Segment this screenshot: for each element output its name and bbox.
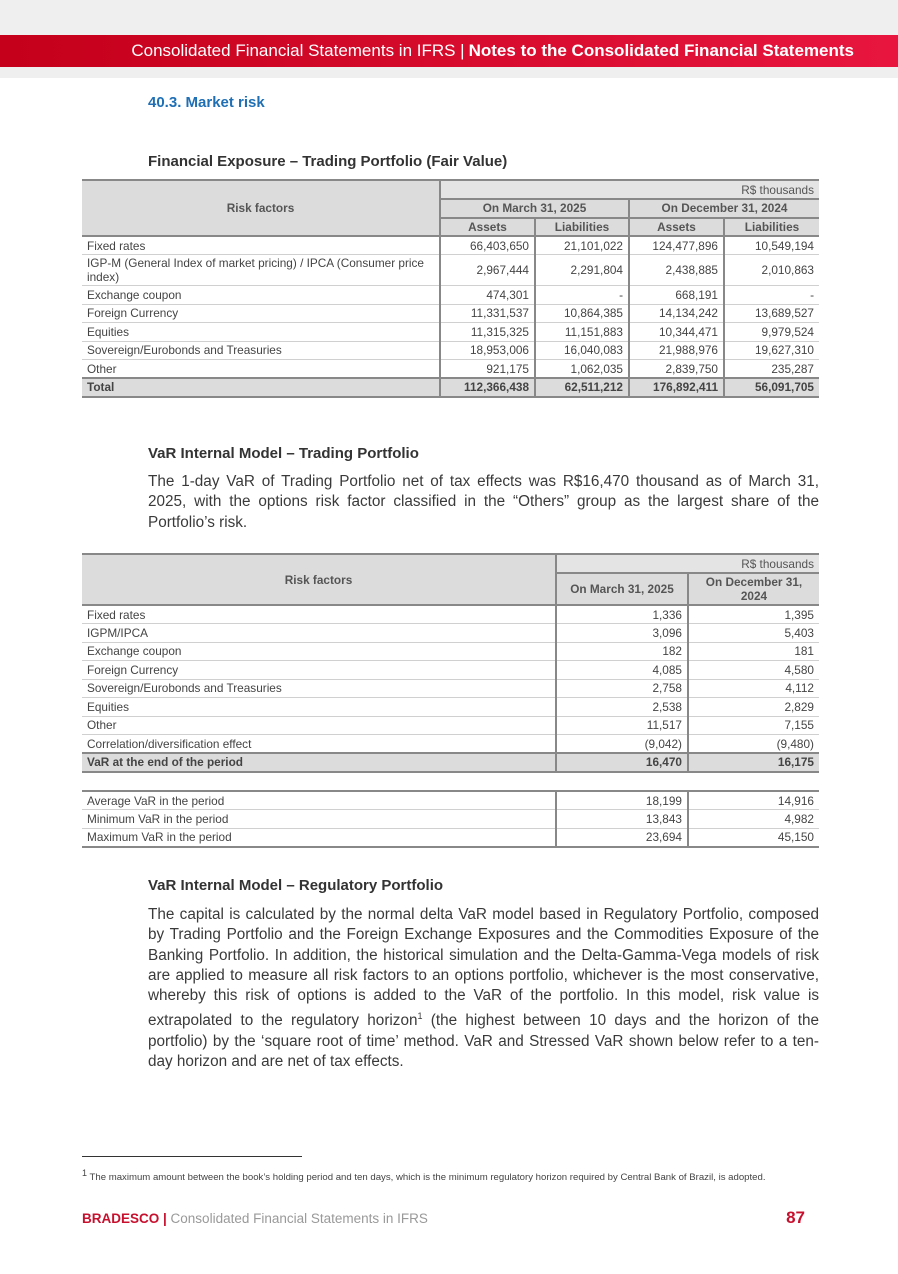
header-section-title: Notes to the Consolidated Financial Statements	[468, 41, 854, 60]
cell-value: 2,758	[556, 679, 688, 698]
table-row	[82, 810, 819, 829]
brand-name: BRADESCO	[82, 1211, 160, 1226]
cell-value: 11,315,325	[440, 323, 535, 342]
cell-value: 62,511,212	[535, 378, 629, 397]
cell-value: 45,150	[688, 828, 819, 847]
row-label: Foreign Currency	[82, 661, 556, 680]
page-number: 87	[786, 1208, 805, 1227]
row-label: Foreign Currency	[82, 304, 440, 323]
text-part: The capital is calculated by the normal delta VaR model based in Regulatory Portfolio, composed by Trading Portfolio and the Foreign Exchange Exposures and the Commodities Exposure of the Banking Portfolio. In addition, the historical simulation and the Delta-Gamma-Vega models of risk are applied to measure all risk factors to an options portfolio, whichever is the most conservative, whereby this risk of options is added to the VaR of the portfolio. In this model, risk value is extrapolated to the regulatory horizon	[148, 906, 819, 1030]
row-label: Other	[82, 716, 556, 735]
cell-value: 21,101,022	[535, 236, 629, 255]
cell-value: 2,538	[556, 698, 688, 717]
cell-value: 176,892,411	[629, 378, 724, 397]
col-header-risk-factors: Risk factors	[82, 554, 556, 605]
cell-value: -	[724, 286, 819, 305]
cell-value: 18,199	[556, 791, 688, 810]
total-row	[82, 378, 819, 397]
table-row	[82, 360, 819, 379]
cell-value: 13,843	[556, 810, 688, 829]
cell-value: 11,517	[556, 716, 688, 735]
row-label: Other	[82, 360, 440, 379]
total-row	[82, 753, 819, 772]
cell-value: 56,091,705	[724, 378, 819, 397]
table-row	[82, 236, 819, 255]
cell-value: 16,470	[556, 753, 688, 772]
row-label: Fixed rates	[82, 236, 440, 255]
table-row	[82, 828, 819, 847]
table-row	[82, 624, 819, 643]
cell-value: 10,549,194	[724, 236, 819, 255]
col-header-sub: Assets	[629, 218, 724, 237]
cell-value: 474,301	[440, 286, 535, 305]
cell-value: (9,480)	[688, 735, 819, 754]
row-label: Equities	[82, 698, 556, 717]
text-part: (the highest between 10 days and the horizon of the portfolio) by the ‘square root of time’ method. VaR and Stressed VaR shown below refer to a ten-day horizon and are net of tax effects.	[148, 1012, 819, 1071]
cell-value: 1,395	[688, 605, 819, 624]
footnote	[82, 1166, 802, 1185]
var-trading-text: The 1-day VaR of Trading Portfolio net of tax effects was R$16,470 thousand as of March 31, 2025, with the options risk factor classified in the “Others” group as the largest share of the Portfolio’s risk.	[148, 473, 819, 531]
cell-value: 1,336	[556, 605, 688, 624]
cell-value: 2,291,804	[535, 255, 629, 286]
cell-value: 10,344,471	[629, 323, 724, 342]
table-row	[82, 735, 819, 754]
cell-value: 19,627,310	[724, 341, 819, 360]
table-row	[82, 605, 819, 624]
cell-value: 181	[688, 642, 819, 661]
table-row	[82, 661, 819, 680]
cell-value: 668,191	[629, 286, 724, 305]
cell-value: 18,953,006	[440, 341, 535, 360]
row-label: VaR at the end of the period	[82, 753, 556, 772]
table-row	[82, 642, 819, 661]
var-trading-title: VaR Internal Model – Trading Portfolio	[148, 445, 419, 462]
row-label: Equities	[82, 323, 440, 342]
row-label: Exchange coupon	[82, 286, 440, 305]
cell-value: 66,403,650	[440, 236, 535, 255]
cell-value: 7,155	[688, 716, 819, 735]
var-regulatory-text	[148, 905, 819, 1072]
cell-value: 2,967,444	[440, 255, 535, 286]
row-label: Exchange coupon	[82, 642, 556, 661]
col-header-period: On March 31, 2025	[440, 199, 629, 218]
cell-value: 14,134,242	[629, 304, 724, 323]
cell-value: 2,438,885	[629, 255, 724, 286]
cell-value: (9,042)	[556, 735, 688, 754]
cell-value: 11,331,537	[440, 304, 535, 323]
cell-value: 124,477,896	[629, 236, 724, 255]
cell-value: 13,689,527	[724, 304, 819, 323]
row-label: Maximum VaR in the period	[82, 828, 556, 847]
table-row	[82, 341, 819, 360]
cell-value: 16,040,083	[535, 341, 629, 360]
cell-value: 3,096	[556, 624, 688, 643]
cell-value: 235,287	[724, 360, 819, 379]
row-label: Sovereign/Eurobonds and Treasuries	[82, 679, 556, 698]
cell-value: 4,982	[688, 810, 819, 829]
cell-value: 2,839,750	[629, 360, 724, 379]
cell-value: 921,175	[440, 360, 535, 379]
cell-value: 4,112	[688, 679, 819, 698]
table-row	[82, 679, 819, 698]
cell-value: 21,988,976	[629, 341, 724, 360]
unit-label: R$ thousands	[556, 554, 819, 573]
cell-value: 4,085	[556, 661, 688, 680]
row-label: IGP-M (General Index of market pricing) / IPCA (Consumer price index)	[82, 255, 440, 286]
cell-value: 23,694	[556, 828, 688, 847]
table-row	[82, 255, 819, 286]
cell-value: 182	[556, 642, 688, 661]
col-header-sub: Liabilities	[724, 218, 819, 237]
cell-value: 14,916	[688, 791, 819, 810]
page-footer	[82, 1211, 428, 1226]
table-row	[82, 791, 819, 810]
col-header-period: On December 31, 2024	[629, 199, 819, 218]
cell-value: 10,864,385	[535, 304, 629, 323]
page-header	[0, 35, 898, 67]
table-row	[82, 286, 819, 305]
cell-value: 16,175	[688, 753, 819, 772]
cell-value: 2,829	[688, 698, 819, 717]
section-title: 40.3. Market risk	[148, 94, 265, 111]
cell-value: 4,580	[688, 661, 819, 680]
row-label: Total	[82, 378, 440, 397]
col-header-sub: Liabilities	[535, 218, 629, 237]
row-label: Minimum VaR in the period	[82, 810, 556, 829]
row-label: Correlation/diversification effect	[82, 735, 556, 754]
cell-value: -	[535, 286, 629, 305]
col-header-period: On March 31, 2025	[556, 573, 688, 605]
col-header-period: On December 31, 2024	[688, 573, 819, 605]
cell-value: 2,010,863	[724, 255, 819, 286]
var-trading-table	[82, 553, 819, 773]
table-row	[82, 304, 819, 323]
header-doc-title: Consolidated Financial Statements in IFRS |	[131, 41, 465, 60]
footnote-mark: 1	[82, 1168, 88, 1178]
var-stats-table	[82, 790, 819, 848]
footnote-text: The maximum amount between the book’s holding period and ten days, which is the minimum regulatory horizon required by Central Bank of Brazil, is adopted.	[87, 1172, 766, 1184]
cell-value: 11,151,883	[535, 323, 629, 342]
row-label: Sovereign/Eurobonds and Treasuries	[82, 341, 440, 360]
footer-separator: |	[159, 1211, 171, 1226]
footnote-divider	[82, 1156, 302, 1157]
footnote-ref[interactable]: 1	[417, 1011, 423, 1022]
cell-value: 9,979,524	[724, 323, 819, 342]
table-row	[82, 698, 819, 717]
col-header-risk-factors: Risk factors	[82, 180, 440, 236]
financial-exposure-table	[82, 179, 819, 398]
cell-value: 5,403	[688, 624, 819, 643]
cell-value: 1,062,035	[535, 360, 629, 379]
row-label: Fixed rates	[82, 605, 556, 624]
table-row	[82, 716, 819, 735]
unit-label: R$ thousands	[440, 180, 819, 199]
row-label: Average VaR in the period	[82, 791, 556, 810]
col-header-sub: Assets	[440, 218, 535, 237]
row-label: IGPM/IPCA	[82, 624, 556, 643]
table1-title: Financial Exposure – Trading Portfolio (Fair Value)	[148, 153, 508, 170]
var-regulatory-title: VaR Internal Model – Regulatory Portfolio	[148, 877, 444, 894]
cell-value: 112,366,438	[440, 378, 535, 397]
table-row	[82, 323, 819, 342]
footer-doc-title: Consolidated Financial Statements in IFRS	[170, 1211, 428, 1226]
